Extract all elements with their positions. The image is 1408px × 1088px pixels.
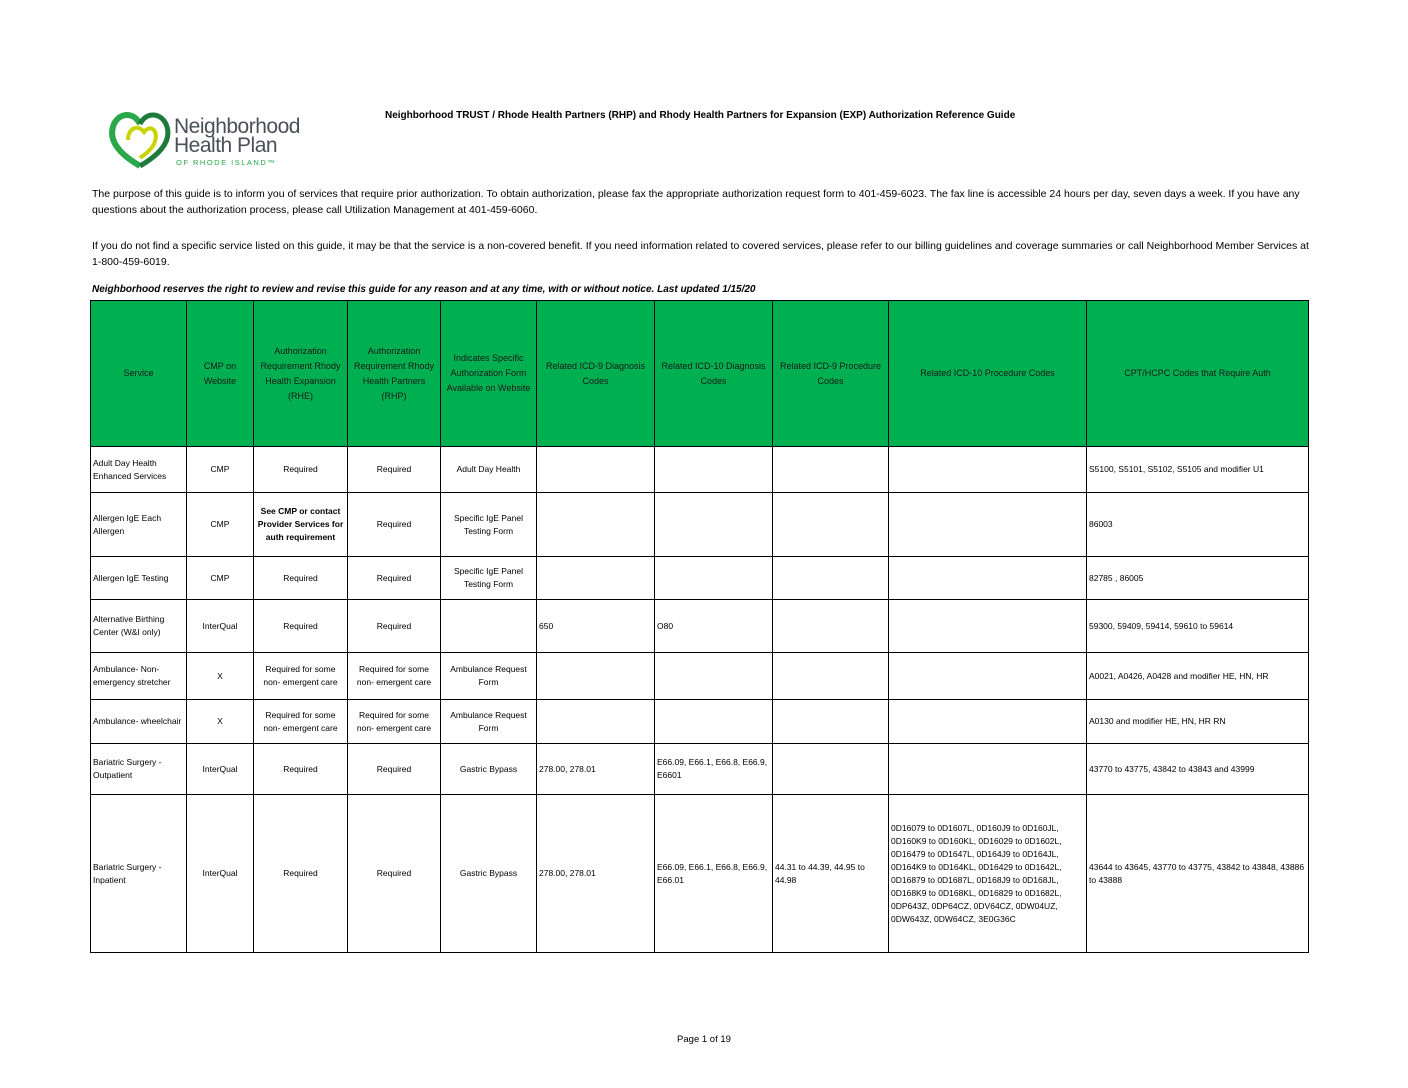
table-row: [91, 447, 1309, 493]
cell-auth-rhp: Required for some non- emergent care: [348, 653, 441, 700]
cell-cpt-hcpc: A0021, A0426, A0428 and modifier HE, HN, HR: [1087, 653, 1309, 700]
cell-service: Ambulance- wheelchair: [91, 700, 187, 744]
header-icd9-diagnosis: Related ICD-9 Diagnosis Codes: [537, 301, 655, 447]
cell-auth-form: Gastric Bypass: [441, 795, 537, 953]
authorization-table: [90, 300, 1309, 953]
cell-auth-rhe: Required: [254, 744, 348, 795]
header-icd9-procedure: Related ICD-9 Procedure Codes: [773, 301, 889, 447]
table-row: [91, 493, 1309, 557]
cell-icd9-procedure: [773, 557, 889, 600]
cell-cpt-hcpc: 82785 , 86005: [1087, 557, 1309, 600]
cell-cmp: CMP: [187, 557, 254, 600]
cell-auth-form: [441, 600, 537, 653]
cell-icd9-procedure: [773, 700, 889, 744]
cell-icd10-procedure: [889, 700, 1087, 744]
cell-auth-rhe: Required for some non- emergent care: [254, 700, 348, 744]
cell-cmp: X: [187, 700, 254, 744]
cell-cpt-hcpc: 43644 to 43645, 43770 to 43775, 43842 to 43848, 43886 to 43888: [1087, 795, 1309, 953]
cell-auth-form: Specific IgE Panel Testing Form: [441, 493, 537, 557]
cell-icd10-procedure: [889, 653, 1087, 700]
cell-cpt-hcpc: 86003: [1087, 493, 1309, 557]
cell-icd10-diagnosis: [655, 700, 773, 744]
cell-icd10-procedure: 0D16079 to 0D1607L, 0D160J9 to 0D160JL, 0D160K9 to 0D160KL, 0D16029 to 0D1602L, 0D16479 to 0D1647L, 0D164J9 to 0D164JL, 0D164K9 to 0D164KL, 0D16429 to 0D1642L, 0D16879 to 0D1687L, 0D168J9 to 0D168JL, 0D168K9 to 0D168KL, 0D16829 to 0D1682L, 0DP643Z, 0DP64CZ, 0DV64CZ, 0DW04UZ, 0DW643Z, 0DW64CZ, 3E0G36C: [889, 795, 1087, 953]
cell-icd9-diagnosis: [537, 700, 655, 744]
cell-icd10-diagnosis: [655, 557, 773, 600]
cell-icd9-diagnosis: 278.00, 278.01: [537, 795, 655, 953]
cell-auth-rhp: Required: [348, 447, 441, 493]
cell-cmp: CMP: [187, 493, 254, 557]
table-row: [91, 557, 1309, 600]
document-title: Neighborhood TRUST / Rhode Health Partners (RHP) and Rhody Health Partners for Expansion (EXP) Authorization Reference Guide: [385, 110, 1016, 121]
cell-auth-form: Specific IgE Panel Testing Form: [441, 557, 537, 600]
cell-cmp: InterQual: [187, 795, 254, 953]
cell-icd10-procedure: [889, 744, 1087, 795]
header-icd10-procedure: Related ICD-10 Procedure Codes: [889, 301, 1087, 447]
neighborhood-logo: [108, 110, 318, 170]
cell-service: Adult Day Health Enhanced Services: [91, 447, 187, 493]
cell-auth-form: Adult Day Health: [441, 447, 537, 493]
cell-icd9-diagnosis: 278.00, 278.01: [537, 744, 655, 795]
header-cmp: CMP on Website: [187, 301, 254, 447]
intro-paragraph-2: If you do not find a specific service listed on this guide, it may be that the service is a non-covered benefit. If you need information related to covered services, please refer to our billing guidelines and coverage summaries or call Neighborhood Member Services at 1-800-459-6019.: [92, 240, 1309, 268]
cell-service: Bariatric Surgery - Inpatient: [91, 795, 187, 953]
cell-auth-rhe: See CMP or contact Provider Services for auth requirement: [254, 493, 348, 557]
cell-icd10-procedure: [889, 557, 1087, 600]
cell-service: Ambulance- Non-emergency stretcher: [91, 653, 187, 700]
header-auth-rhp: Authorization Requirement Rhody Health Partners (RHP): [348, 301, 441, 447]
cell-service: Bariatric Surgery - Outpatient: [91, 744, 187, 795]
logo-line-3: OF RHODE ISLAND™: [176, 158, 277, 167]
table-row: [91, 700, 1309, 744]
cell-auth-form: Ambulance Request Form: [441, 700, 537, 744]
cell-auth-rhe: Required: [254, 447, 348, 493]
cell-cpt-hcpc: 59300, 59409, 59414, 59610 to 59614: [1087, 600, 1309, 653]
cell-icd9-procedure: [773, 744, 889, 795]
cell-icd9-procedure: [773, 447, 889, 493]
cell-auth-rhp: Required: [348, 744, 441, 795]
cell-cpt-hcpc: S5100, S5101, S5102, S5105 and modifier U1: [1087, 447, 1309, 493]
cell-icd9-procedure: [773, 600, 889, 653]
cell-icd10-diagnosis: [655, 447, 773, 493]
cell-auth-rhp: Required: [348, 795, 441, 953]
cell-icd9-procedure: [773, 653, 889, 700]
cell-icd9-diagnosis: [537, 557, 655, 600]
cell-cmp: InterQual: [187, 744, 254, 795]
cell-icd10-diagnosis: [655, 493, 773, 557]
table-header-row: [91, 301, 1309, 447]
header-service: Service: [91, 301, 187, 447]
cell-icd9-diagnosis: [537, 653, 655, 700]
cell-auth-rhe: Required: [254, 795, 348, 953]
cell-cmp: CMP: [187, 447, 254, 493]
cell-service: Alternative Birthing Center (W&I only): [91, 600, 187, 653]
cell-service: Allergen IgE Testing: [91, 557, 187, 600]
cell-auth-rhp: Required: [348, 557, 441, 600]
cell-icd10-procedure: [889, 447, 1087, 493]
logo-line-1: Neighborhood: [174, 115, 300, 138]
cell-auth-form: Ambulance Request Form: [441, 653, 537, 700]
header-icd10-diagnosis: Related ICD-10 Diagnosis Codes: [655, 301, 773, 447]
header-auth-form: Indicates Specific Authorization Form Available on Website: [441, 301, 537, 447]
table-row: [91, 653, 1309, 700]
cell-auth-form: Gastric Bypass: [441, 744, 537, 795]
cell-icd10-diagnosis: O80: [655, 600, 773, 653]
table-row: [91, 795, 1309, 953]
cell-icd10-diagnosis: [655, 653, 773, 700]
cell-cmp: X: [187, 653, 254, 700]
page-number: Page 1 of 19: [677, 1034, 731, 1045]
cell-auth-rhe: Required: [254, 600, 348, 653]
cell-cpt-hcpc: 43770 to 43775, 43842 to 43843 and 43999: [1087, 744, 1309, 795]
cell-cmp: InterQual: [187, 600, 254, 653]
cell-icd9-procedure: 44.31 to 44.39, 44.95 to 44.98: [773, 795, 889, 953]
cell-auth-rhp: Required: [348, 600, 441, 653]
cell-auth-rhe: Required: [254, 557, 348, 600]
cell-icd10-procedure: [889, 493, 1087, 557]
cell-auth-rhp: Required for some non- emergent care: [348, 700, 441, 744]
cell-icd9-diagnosis: [537, 447, 655, 493]
cell-icd10-diagnosis: E66.09, E66.1, E66.8, E66.9, E6601: [655, 744, 773, 795]
cell-cpt-hcpc: A0130 and modifier HE, HN, HR RN: [1087, 700, 1309, 744]
logo-line-2: Health Plan: [174, 134, 278, 157]
header-cpt-hcpc: CPT/HCPC Codes that Require Auth: [1087, 301, 1309, 447]
cell-icd10-diagnosis: E66.09, E66.1, E66.8, E66.9, E66.01: [655, 795, 773, 953]
cell-icd9-procedure: [773, 493, 889, 557]
cell-auth-rhp: Required: [348, 493, 441, 557]
revision-note: Neighborhood reserves the right to review and revise this guide for any reason and at any time, with or without notice. Last updated 1/15/20: [92, 284, 756, 295]
cell-icd10-procedure: [889, 600, 1087, 653]
cell-icd9-diagnosis: 650: [537, 600, 655, 653]
cell-auth-rhe: Required for some non- emergent care: [254, 653, 348, 700]
cell-icd9-diagnosis: [537, 493, 655, 557]
heart-logo-icon: [108, 110, 172, 170]
header-auth-rhe: Authorization Requirement Rhody Health Expansion (RHE): [254, 301, 348, 447]
table-row: [91, 600, 1309, 653]
table-row: [91, 744, 1309, 795]
intro-paragraph-1: The purpose of this guide is to inform you of services that require prior authorization. To obtain authorization, please fax the appropriate authorization request form to 401-459-6023. The fax line is accessible 24 hours per day, seven days a week. If you have any questions about the authorization process, please call Utilization Management at 401-459-6060.: [92, 188, 1300, 216]
cell-service: Allergen IgE Each Allergen: [91, 493, 187, 557]
